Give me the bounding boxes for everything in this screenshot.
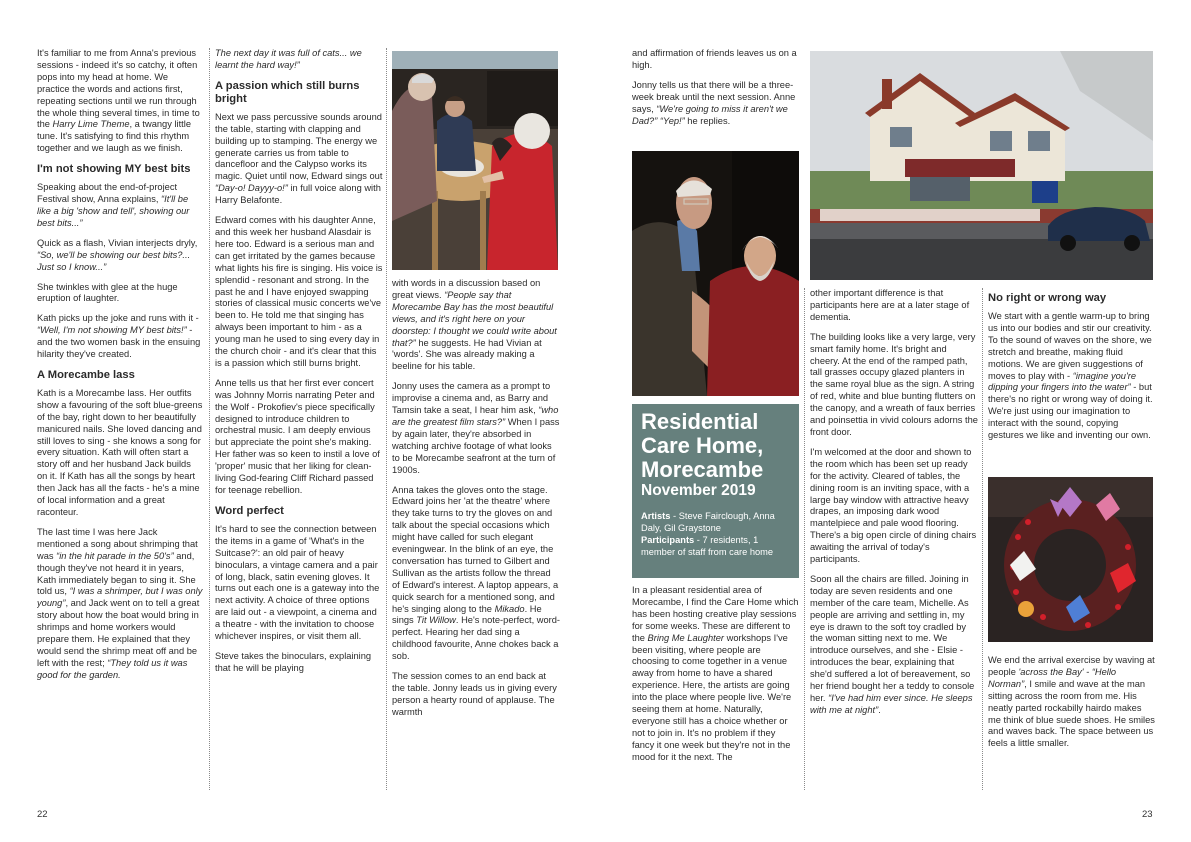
body-text: and, though they've not heard it in years, Kath immediately began to sing it. She told us, bbox=[37, 550, 196, 597]
body-text: , I smile and wave at the man sitting across the room from me. His neatly parted rockabilly hairdo makes me think of blue suede shoes. He smiles and waves back. The space between us feels a little smaller. bbox=[988, 678, 1155, 749]
body-text: It's hard to see the connection between the items in a game of 'What's in the Suitcase?': an old pair of heavy binoculars, a vintage camera and a pair of long, black, satin evening gloves. It turns out each one is a gateway into the next activity. A choice of three options are laid out - a viewpoint, a cinema and a theatre - with the invitation to choose whichever inspires, or visit them all. bbox=[215, 523, 380, 642]
body-text: The last time I was here Jack mentioned a song about shrimping that was bbox=[37, 526, 198, 561]
body-paragraph bbox=[37, 527, 203, 682]
article-column-right-2 bbox=[810, 288, 978, 790]
photo-poinsettia-wreath bbox=[988, 477, 1153, 642]
body-paragraph bbox=[37, 238, 203, 274]
body-text: . bbox=[878, 704, 881, 715]
body-paragraph bbox=[215, 524, 383, 643]
body-paragraph bbox=[37, 282, 203, 306]
body-text: Anne tells us that her first ever concert was Johnny Morris narrating Peter and the Wolf - Prokofiev's piece specifically designed to introduce children to orchestral music. I am deeply envious but appreciate the point she's making. Her father was so keen to instil a love of 'proper' music that her liking for clean-living God-fearing Cliff Richard passed for teenage rebellion. bbox=[215, 377, 380, 495]
participants-label: Participants bbox=[641, 534, 695, 545]
photo-jigsaw-table bbox=[392, 51, 558, 270]
feature-date: November 2019 bbox=[641, 482, 756, 499]
body-text: he replies. bbox=[684, 115, 731, 126]
feature-credits bbox=[641, 511, 790, 559]
body-text: When I pass by again later, they're absorbed in watching archive footage of what looks to be Morecambe seafront at the turn of 1900s. bbox=[392, 416, 560, 475]
body-text: Jonny tells us that there will be a three-week break until the next session. Anne says, bbox=[632, 79, 796, 114]
quote-text: “Well, I'm not showing MY best bits!” bbox=[37, 325, 187, 336]
body-text: he suggests. He had Vivian at 'words'. She was already making a beeline for his table. bbox=[392, 337, 542, 372]
quote-text: The next day it was full of cats... we learnt the hard way!” bbox=[215, 48, 362, 70]
body-text: I'm welcomed at the door and shown to the room which has been set up ready for the activity. Cleared of tables, the dining room is an inviting space, with a large bay window with attractive heavy drapes, an imposing dark wood mantelpiece and pale wood flooring. There's a big open circle of dining chairs awaiting the arrival of today's participants. bbox=[810, 446, 977, 565]
body-text: We end the arrival exercise by waving at people bbox=[988, 655, 1155, 677]
artists-label: Artists bbox=[641, 511, 671, 521]
body-paragraph bbox=[810, 574, 978, 717]
feature-title bbox=[641, 410, 790, 482]
feature-artists bbox=[641, 511, 790, 535]
body-text: Steve takes the binoculars, explaining that he will be playing bbox=[215, 650, 372, 673]
body-paragraph bbox=[632, 585, 800, 764]
body-paragraph bbox=[810, 447, 978, 566]
participants-value: - 7 residents, 1 member of staff from care home bbox=[641, 534, 774, 557]
quote-text: “Day-o! Dayyy-o!” bbox=[215, 183, 288, 194]
article-column-left-3 bbox=[392, 278, 560, 790]
body-text: - but there's no right or wrong way of doing it. We're just using our imagination to interact with the sound, copying gestures we like and inventing our own. bbox=[988, 382, 1153, 441]
body-paragraph bbox=[37, 388, 203, 519]
quote-text: “People say that Morecambe Bay has the most beautiful views, and it's right here on your doorstep: I thought we could write about that?” bbox=[392, 289, 557, 348]
body-paragraph bbox=[215, 651, 383, 675]
body-paragraph bbox=[215, 48, 383, 72]
body-paragraph bbox=[632, 48, 800, 72]
quote-text: “imagine you're dipping your fingers into the water” bbox=[988, 370, 1137, 393]
body-paragraph bbox=[37, 182, 203, 230]
column-divider bbox=[982, 288, 983, 790]
body-paragraph bbox=[392, 485, 560, 664]
body-paragraph bbox=[37, 313, 203, 361]
feature-title-line-1: Residential bbox=[641, 409, 759, 434]
page-number-right: 23 bbox=[1142, 809, 1153, 820]
body-text: The building looks like a very large, very smart family home. It's bright and cheery. At the end of the ramped path, tall grasses occupy glazed planters in the same royal blue as the sign. A string of red, white and blue bunting flutters on the canopy, and a wreath of faux berries and poinsettia in vivid colours adorns the front door. bbox=[810, 331, 978, 437]
article-column-right-3 bbox=[988, 288, 1156, 473]
quote-text: “who are the greatest film stars?” bbox=[392, 405, 559, 427]
article-column-right-3b bbox=[988, 655, 1156, 790]
body-text: Next we pass percussive sounds around the table, starting with clapping and building up to stamping. The energy we generate carries us from table to dancefloor and the Calypso works its magic. Quiet until now, Edward sings out bbox=[215, 111, 383, 182]
quote-text: “I was a shrimper, but I was only young” bbox=[37, 586, 203, 609]
body-text: in full voice along with Harry Belafonte. bbox=[215, 183, 381, 206]
article-column-right-1b bbox=[632, 585, 800, 790]
quote-text: Mikado bbox=[494, 603, 525, 614]
column-divider bbox=[386, 48, 387, 790]
body-paragraph bbox=[810, 332, 978, 439]
photo-edward-and-alasdair bbox=[632, 151, 799, 396]
photo-care-home-building bbox=[810, 51, 1153, 280]
body-paragraph bbox=[392, 671, 560, 719]
body-text: Edward comes with his daughter Anne, and this week her husband Alasdair is here too. Edward is a serious man and can get irritated by the games because what lights his fire is singing. His voice is splendid - resonant and strong. In the past he and I have enjoyed swapping stories of classical music concerts we've been to. He told me that singing has always been important to him - as a young man he used to sing every day in the church choir - and it's clear that this is a passion which still burns bright. bbox=[215, 215, 383, 368]
column-divider bbox=[804, 288, 805, 790]
body-text: In a pleasant residential area of Morecambe, I find the Care Home which has been hosting creative play sessions for some weeks. These are different to the bbox=[632, 585, 799, 643]
body-text: Kath picks up the joke and runs with it - bbox=[37, 313, 199, 324]
body-text: Jonny uses the camera as a prompt to improvise a cinema and, as Barry and Tamsin take a seat, I hear him ask, bbox=[392, 381, 551, 416]
artists-value: - Steve Fairclough, Anna Daly, Gil Graystone bbox=[641, 511, 775, 533]
body-paragraph bbox=[810, 288, 978, 324]
feature-title-line-3: Morecambe bbox=[641, 457, 764, 482]
quote-text: “So, we'll be showing our best bits?... Just so I know...” bbox=[37, 249, 191, 272]
quote-text: “We're going to miss it aren't we Dad?” “Yep!” bbox=[632, 103, 788, 126]
body-paragraph bbox=[632, 80, 800, 128]
article-column-left-1 bbox=[37, 48, 203, 790]
body-paragraph bbox=[215, 112, 383, 207]
section-heading: A Morecambe lass bbox=[37, 368, 135, 381]
quote-text: “It'll be like a big 'show and tell', showing our best bits...” bbox=[37, 194, 190, 228]
quote-text: Bring Me Laughter bbox=[647, 632, 725, 643]
body-text: other important difference is that participants here are at a later stage of dementia. bbox=[810, 288, 970, 322]
body-text: Anna takes the gloves onto the stage. Edward joins her 'at the theatre' where they take turns to try the gloves on and talk about the special occasions which might have called for such elegant eveningwear. In the blink of an eye, the conversation has turned to Gilbert and Sullivan as the artists follow the thread of Edward's interest. A laptop appears, a quick search for a mentioned song, and he's singing along to the bbox=[392, 484, 559, 614]
body-text: . He's note-perfect, word-perfect. Hearing her dad sing a childhood favourite, Anne chokes back a sob. bbox=[392, 615, 560, 662]
quote-text: Tit Willow bbox=[416, 615, 456, 626]
body-text: workshops I've been visiting, where people are choosing to come together in a venue away from home to have a shared experience. Here, the artists are going into the place where people live. We're seeing them at home. Naturally, everyone still has a choice whether or not to join in. It's no problem if they fancy it one week but they're not in the mood for it the next. The bbox=[632, 632, 792, 762]
section-heading: Word perfect bbox=[215, 504, 284, 517]
body-text: , a twangy little tune. It's satisfying to find this rhythm together and we laugh as we finish. bbox=[37, 119, 191, 154]
quote-text: “in the hit parade in the 50's” bbox=[56, 550, 174, 561]
section-heading: No right or wrong way bbox=[988, 292, 1107, 304]
body-text: and affirmation of friends leaves us on a high. bbox=[632, 48, 797, 70]
article-column-right-1 bbox=[632, 48, 800, 144]
section-heading: A passion which still burns bright bbox=[215, 79, 360, 105]
body-paragraph bbox=[215, 215, 383, 370]
body-text: She twinkles with glee at the huge eruption of laughter. bbox=[37, 281, 178, 304]
quote-text: “I've had him ever since. He sleeps with me at night” bbox=[810, 693, 973, 715]
feature-participants bbox=[641, 535, 790, 559]
body-text: Quick as a flash, Vivian interjects dryly, bbox=[37, 237, 198, 248]
body-text: , and Jack went on to tell a great story about how the boat would bring in shrimps and home workers would prepare them. He explained that they would send the shrimp meat off and be left with the rest; bbox=[37, 598, 200, 668]
body-text: . He sings bbox=[392, 603, 542, 626]
feature-title-line-2: Care Home, bbox=[641, 433, 764, 458]
body-paragraph bbox=[988, 311, 1156, 442]
body-text: We start with a gentle warm-up to bring us into our bodies and stir our creativity. To the sound of waves on the shore, we stretch and breathe, making fluid motions. We are given suggestions of moves to play with - bbox=[988, 311, 1152, 381]
body-text: Speaking about the end-of-project Festival show, Anna explains, bbox=[37, 182, 178, 205]
body-text: Kath is a Morecambe lass. Her outfits show a favouring of the soft blue-greens of the bay, right down to her beautifully manicured nails. She loved dancing and still loves to sing - she knows a song for every situation. Kath will often start a story off and her husband Jack builds on it. If Kath has all the songs by heart then Jack has all the facts - he's a mine of local information and a great raconteur. bbox=[37, 387, 203, 517]
body-paragraph bbox=[392, 381, 560, 476]
feature-title-panel bbox=[632, 404, 799, 578]
body-paragraph bbox=[988, 655, 1156, 750]
body-text: It's familiar to me from Anna's previous sessions - indeed it's so catchy, it often pops into my head at home. We practice the words and actions first, repeating sections until we run through the whole thing several times, in time to the bbox=[37, 48, 200, 130]
body-text: Soon all the chairs are filled. Joining in today are seven residents and one member of the care team, Michelle. As people are arriving and settling in, my eye is drawn to the soft toy cradled by the woman sitting next to me. We introduce ourselves, and she - Elsie - introduces the bear, explaining that she'd suffered a lot of bereavement, so her friend bought her a teddy to console her. bbox=[810, 573, 975, 703]
body-paragraph bbox=[392, 278, 560, 373]
quote-text: Harry Lime Theme bbox=[52, 119, 130, 130]
body-paragraph bbox=[215, 378, 383, 497]
body-text: - and the two women bask in the ensuing hilarity they've created. bbox=[37, 325, 201, 360]
quote-text: 'across the Bay' - “Hello Norman” bbox=[988, 666, 1117, 689]
section-heading: I'm not showing MY best bits bbox=[37, 163, 191, 176]
page-number-left: 22 bbox=[37, 809, 48, 820]
article-column-left-2 bbox=[215, 48, 383, 790]
quote-text: “They told us it was good for the garden. bbox=[37, 657, 188, 680]
body-text: The session comes to an end back at the table. Jonny leads us in giving every person a hearty round of applause. The warmth bbox=[392, 671, 557, 717]
body-text: with words in a discussion based on great views. bbox=[392, 278, 541, 300]
body-paragraph bbox=[37, 48, 203, 155]
column-divider bbox=[209, 48, 210, 790]
